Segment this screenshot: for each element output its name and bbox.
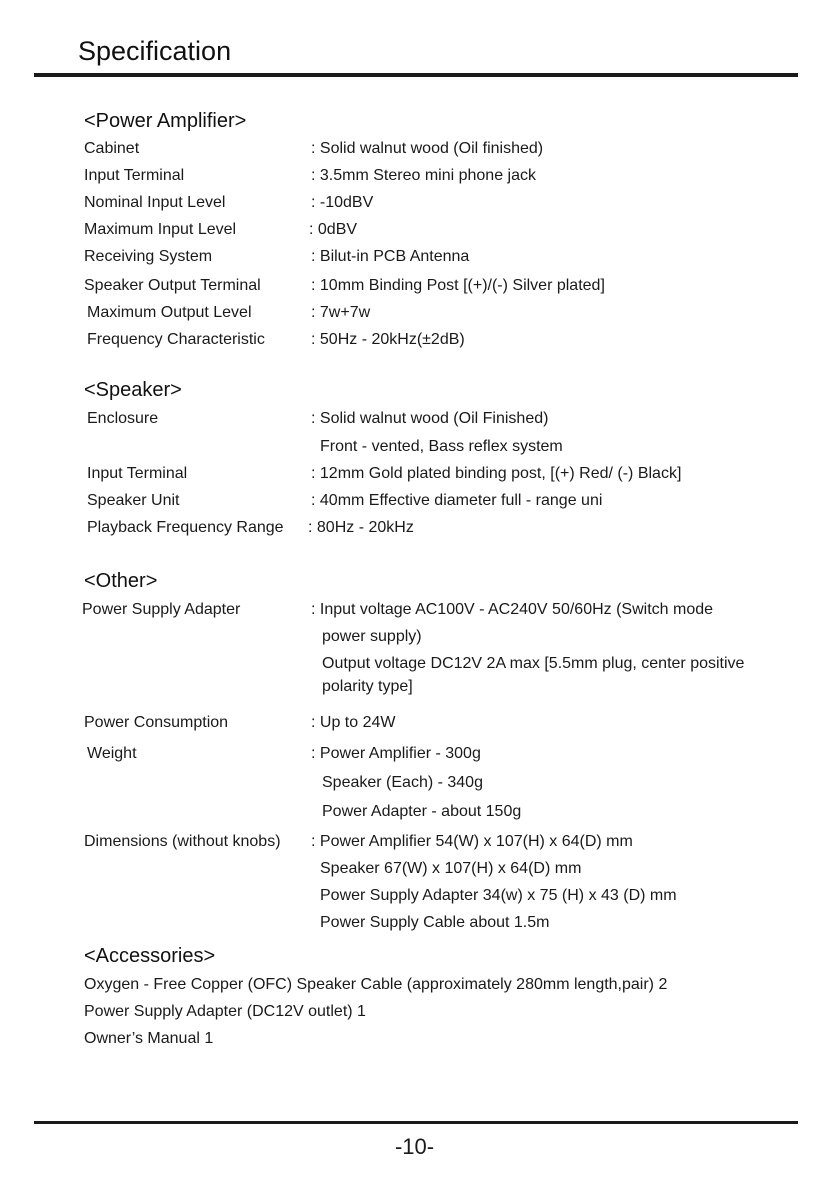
- spec-value: : 40mm Effective diameter full - range uni: [311, 492, 603, 509]
- spec-value-continuation: power supply): [322, 628, 422, 645]
- spec-value: : 7w+7w: [311, 304, 371, 321]
- spec-label: Maximum Output Level: [87, 304, 252, 321]
- section-heading-speaker: <Speaker>: [84, 379, 182, 401]
- spec-value: : Solid walnut wood (Oil finished): [311, 140, 544, 157]
- spec-label: Dimensions (without knobs): [84, 833, 281, 850]
- spec-label: Playback Frequency Range: [87, 519, 284, 536]
- spec-value: : 12mm Gold plated binding post, [(+) Red/ (-) Black]: [311, 465, 682, 482]
- header-rule: [34, 73, 798, 77]
- spec-value-continuation: Power Supply Adapter 34(w) x 75 (H) x 43 (D) mm: [320, 887, 677, 904]
- spec-value: : Power Amplifier 54(W) x 107(H) x 64(D) mm: [311, 833, 633, 850]
- accessory-item: Power Supply Adapter (DC12V outlet) 1: [84, 1003, 366, 1020]
- spec-value: : 80Hz - 20kHz: [308, 519, 414, 536]
- spec-label: Power Consumption: [84, 714, 229, 731]
- spec-label: Power Supply Adapter: [82, 601, 241, 618]
- spec-label: Weight: [87, 745, 137, 762]
- spec-value: : Power Amplifier - 300g: [311, 745, 481, 762]
- spec-value-continuation: Output voltage DC12V 2A max [5.5mm plug, center positive: [322, 655, 745, 672]
- section-heading-power-amplifier: <Power Amplifier>: [84, 110, 247, 132]
- spec-label: Receiving System: [84, 248, 213, 265]
- spec-value: : 50Hz - 20kHz(±2dB): [311, 331, 465, 348]
- spec-value: : Solid walnut wood (Oil Finished): [311, 410, 549, 427]
- accessory-item: Oxygen - Free Copper (OFC) Speaker Cable (approximately 280mm length,pair) 2: [84, 976, 668, 993]
- spec-value: : 10mm Binding Post [(+)/(-) Silver plated]: [311, 277, 605, 294]
- spec-label: Speaker Unit: [87, 492, 180, 509]
- page-number: -10-: [394, 1134, 435, 1159]
- footer-rule: [34, 1121, 798, 1124]
- spec-value: : Up to 24W: [311, 714, 396, 731]
- spec-label: Frequency Characteristic: [87, 331, 265, 348]
- section-heading-other: <Other>: [84, 570, 158, 592]
- spec-value-continuation: Front - vented, Bass reflex system: [320, 438, 563, 455]
- page-title: Specification: [78, 36, 232, 66]
- spec-label: Input Terminal: [84, 167, 185, 184]
- spec-label: Input Terminal: [87, 465, 188, 482]
- spec-value-continuation: Power Supply Cable about 1.5m: [320, 914, 550, 931]
- spec-label: Maximum Input Level: [84, 221, 237, 238]
- spec-value: : -10dBV: [311, 194, 374, 211]
- spec-value-continuation: polarity type]: [322, 678, 413, 695]
- spec-label: Nominal Input Level: [84, 194, 226, 211]
- spec-label: Speaker Output Terminal: [84, 277, 261, 294]
- spec-value: : Input voltage AC100V - AC240V 50/60Hz (Switch mode: [311, 601, 714, 618]
- section-heading-accessories: <Accessories>: [84, 945, 216, 967]
- spec-value-continuation: Speaker 67(W) x 107(H) x 64(D) mm: [320, 860, 582, 877]
- spec-label: Cabinet: [84, 140, 140, 157]
- spec-value: : 3.5mm Stereo mini phone jack: [311, 167, 536, 184]
- spec-value-continuation: Power Adapter - about 150g: [322, 803, 522, 820]
- spec-value: : 0dBV: [309, 221, 358, 238]
- spec-label: Enclosure: [87, 410, 159, 427]
- accessory-item: Owner’s Manual 1: [84, 1030, 214, 1047]
- spec-value: : Bilut-in PCB Antenna: [311, 248, 470, 265]
- spec-value-continuation: Speaker (Each) - 340g: [322, 774, 483, 791]
